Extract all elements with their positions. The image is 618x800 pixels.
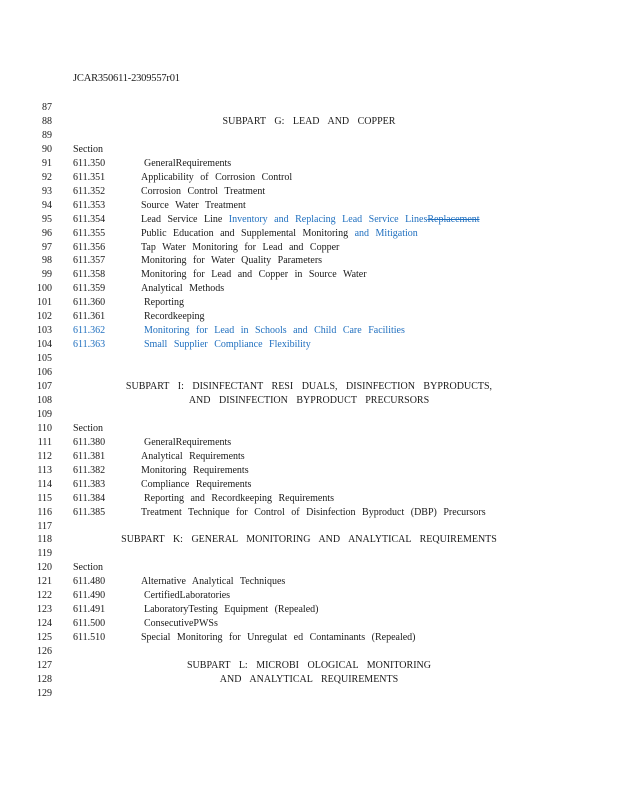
section-number: 611.354 — [73, 213, 106, 225]
section-entry-line — [0, 254, 618, 268]
section-title — [141, 450, 245, 464]
section-entry-line — [0, 603, 618, 617]
section-title — [144, 157, 231, 171]
document-line — [0, 687, 618, 701]
section-entry-line — [0, 185, 618, 199]
section-entry-line — [0, 338, 618, 352]
section-title-text: Corrosion Control Treatment — [141, 185, 266, 197]
subpart-heading-line — [0, 380, 618, 394]
section-title — [141, 171, 292, 185]
subpart-heading-line — [0, 115, 618, 129]
deleted-text: Replacement — [427, 213, 480, 225]
line-number: 123 — [37, 604, 52, 616]
subpart-heading-line — [0, 659, 618, 673]
section-number: 611.355 — [73, 227, 106, 239]
section-title-text: Monitoring for Lead and Copper in Source Water — [141, 269, 367, 281]
section-entry-line — [0, 296, 618, 310]
section-title-text: GeneralRequirements — [144, 157, 232, 169]
section-title-text: Treatment Technique for Control of Disinfection Byproduct (DBP) Precursors — [141, 506, 486, 518]
section-title — [144, 589, 230, 603]
section-title-text: Monitoring for Water Quality Parameters — [141, 255, 323, 267]
subpart-heading: SUBPART G: LEAD AND COPPER — [222, 115, 396, 127]
section-title-text: Source Water Treatment — [141, 199, 246, 211]
subpart-heading-line — [0, 673, 618, 687]
line-number: 121 — [37, 576, 52, 588]
line-number: 129 — [37, 687, 52, 699]
section-entry-line — [0, 575, 618, 589]
section-entry-line — [0, 478, 618, 492]
section-label: Section — [73, 143, 103, 155]
section-entry-line — [0, 199, 618, 213]
line-number: 110 — [37, 422, 52, 434]
section-entry-line — [0, 241, 618, 255]
line-number: 100 — [37, 283, 52, 295]
line-number: 94 — [42, 199, 52, 211]
line-number: 106 — [37, 367, 52, 379]
line-number: 99 — [42, 269, 52, 281]
line-number: 93 — [42, 185, 52, 197]
section-entry-line — [0, 506, 618, 520]
section-title — [141, 199, 246, 213]
section-title — [141, 227, 418, 241]
line-number: 115 — [37, 492, 52, 504]
line-number: 89 — [42, 129, 52, 141]
line-number: 96 — [42, 227, 52, 239]
document-line — [0, 520, 618, 534]
section-title — [144, 603, 318, 617]
document-line — [0, 143, 618, 157]
section-title-text: Alternative Analytical Techniques — [141, 576, 286, 588]
section-title-text: GeneralRequirements — [144, 436, 232, 448]
section-number: 611.361 — [73, 311, 106, 323]
section-title — [141, 506, 486, 520]
line-number: 117 — [37, 520, 52, 532]
subpart-heading: SUBPART I: DISINFECTANT RESI DUALS, DISINFECTION BYPRODUCTS, — [125, 381, 493, 392]
section-number: 611.490 — [73, 590, 106, 602]
line-number: 114 — [37, 478, 52, 490]
section-title-text: Analytical Methods — [141, 283, 225, 295]
section-title-text: LaboratoryTesting Equipment (Repealed) — [144, 604, 319, 616]
section-entry-line — [0, 324, 618, 338]
section-title — [144, 492, 334, 506]
section-number: 611.500 — [73, 618, 106, 630]
line-number: 105 — [37, 353, 52, 365]
section-number: 611.363 — [73, 339, 106, 351]
section-title-text: Analytical Requirements — [141, 450, 245, 462]
section-number: 611.385 — [73, 506, 106, 518]
line-number: 102 — [37, 311, 52, 323]
section-number: 611.381 — [73, 450, 106, 462]
subpart-heading: AND DISINFECTION BYPRODUCT PRECURSORS — [188, 394, 430, 406]
section-title — [141, 241, 339, 255]
section-number: 611.359 — [73, 283, 106, 295]
line-number: 108 — [37, 394, 52, 406]
section-title — [144, 310, 205, 324]
line-number: 90 — [42, 143, 52, 155]
subpart-heading-line — [0, 394, 618, 408]
section-title — [141, 282, 224, 296]
line-number: 112 — [37, 450, 52, 462]
document-line — [0, 129, 618, 143]
line-number: 91 — [42, 157, 52, 169]
section-entry-line — [0, 617, 618, 631]
section-title-text: Lead Service Line — [141, 213, 229, 225]
line-number: 97 — [42, 241, 52, 253]
subpart-heading: AND ANALYTICAL REQUIREMENTS — [219, 673, 399, 685]
section-title — [141, 213, 480, 227]
section-title-text: Applicability of Corrosion Control — [141, 171, 293, 183]
line-number: 98 — [42, 255, 52, 267]
section-title-text: ConsecutivePWSs — [144, 618, 218, 630]
section-entry-line — [0, 310, 618, 324]
document-line — [0, 352, 618, 366]
line-number: 92 — [42, 171, 52, 183]
section-entry-line — [0, 464, 618, 478]
section-title — [144, 338, 311, 352]
section-entry-line — [0, 589, 618, 603]
section-title-text: Monitoring Requirements — [141, 464, 249, 476]
section-number: 611.383 — [73, 478, 106, 490]
section-entry-line — [0, 631, 618, 645]
document-id: JCAR350611-2309557r01 — [73, 73, 180, 84]
section-number: 611.351 — [73, 171, 106, 183]
line-number: 104 — [37, 339, 52, 351]
section-title-text: Monitoring for Lead in Schools and Child Care Facilities — [144, 325, 405, 337]
section-entry-line — [0, 157, 618, 171]
document-line — [0, 561, 618, 575]
line-number: 107 — [37, 381, 52, 392]
line-number: 118 — [37, 534, 52, 546]
section-title — [141, 575, 285, 589]
section-title — [144, 296, 184, 310]
section-number: 611.380 — [73, 436, 106, 448]
section-entry-line — [0, 268, 618, 282]
line-number: 119 — [37, 548, 52, 560]
section-number: 611.510 — [73, 632, 106, 644]
section-title — [141, 478, 251, 492]
line-number: 126 — [37, 646, 52, 658]
section-entry-line — [0, 282, 618, 296]
section-number: 611.480 — [73, 576, 106, 588]
line-number: 87 — [42, 102, 52, 113]
section-label: Section — [73, 562, 103, 574]
section-entry-line — [0, 450, 618, 464]
section-entry-line — [0, 436, 618, 450]
section-title — [141, 464, 249, 478]
section-number: 611.356 — [73, 241, 106, 253]
line-number: 116 — [37, 506, 52, 518]
section-title — [141, 254, 322, 268]
section-title-text: Recordkeeping — [144, 311, 205, 323]
document-line — [0, 645, 618, 659]
section-title-text: Special Monitoring for Unregulat ed Contaminants (Repealed) — [141, 632, 416, 644]
section-title-text: Small Supplier Compliance Flexibility — [144, 339, 311, 351]
line-number: 101 — [37, 297, 52, 309]
line-number: 120 — [37, 562, 52, 574]
section-title — [141, 185, 265, 199]
line-number: 111 — [37, 436, 52, 448]
section-title-text: Compliance Requirements — [141, 478, 252, 490]
inserted-text: and Mitigation — [354, 227, 418, 239]
document-line — [0, 366, 618, 380]
section-title — [144, 324, 405, 338]
section-title-text: Public Education and Supplemental Monitoring — [141, 227, 355, 239]
section-number: 611.360 — [73, 297, 106, 309]
section-number: 611.353 — [73, 199, 106, 211]
section-entry-line — [0, 227, 618, 241]
line-number: 103 — [37, 325, 52, 337]
section-title — [144, 436, 231, 450]
section-number: 611.491 — [73, 604, 106, 616]
line-number: 95 — [42, 213, 52, 225]
section-number: 611.382 — [73, 464, 106, 476]
section-title-text: CertifiedLaboratories — [144, 590, 231, 602]
inserted-text: Inventory and Replacing Lead Service Lines — [228, 213, 428, 225]
subpart-heading: SUBPART K: GENERAL MONITORING AND ANALYTICAL REQUIREMENTS — [121, 534, 497, 546]
line-number: 128 — [37, 673, 52, 685]
section-label: Section — [73, 422, 103, 434]
section-number: 611.357 — [73, 255, 106, 267]
section-number: 611.362 — [73, 325, 106, 337]
document-line — [0, 101, 618, 115]
section-number: 611.384 — [73, 492, 106, 504]
line-number: 109 — [37, 408, 52, 420]
line-number: 113 — [37, 464, 52, 476]
section-number: 611.358 — [73, 269, 106, 281]
subpart-heading: SUBPART L: MICROBI OLOGICAL MONITORING — [187, 660, 431, 671]
section-number: 611.352 — [73, 185, 106, 197]
section-title — [141, 268, 367, 282]
line-number: 122 — [37, 590, 52, 602]
section-title — [144, 617, 218, 631]
line-number: 127 — [37, 660, 52, 671]
line-number: 88 — [42, 115, 52, 127]
section-title-text: Reporting — [144, 297, 184, 309]
subpart-heading-line — [0, 533, 618, 547]
line-number: 124 — [37, 618, 52, 630]
section-title-text: Reporting and Recordkeeping Requirements — [144, 492, 335, 504]
section-number: 611.350 — [73, 157, 106, 169]
line-number: 125 — [37, 632, 52, 644]
document-line — [0, 422, 618, 436]
document-line — [0, 547, 618, 561]
section-entry-line — [0, 492, 618, 506]
document-line — [0, 408, 618, 422]
section-entry-line — [0, 213, 618, 227]
section-title-text: Tap Water Monitoring for Lead and Copper — [141, 241, 340, 253]
section-title — [141, 631, 416, 645]
section-entry-line — [0, 171, 618, 185]
